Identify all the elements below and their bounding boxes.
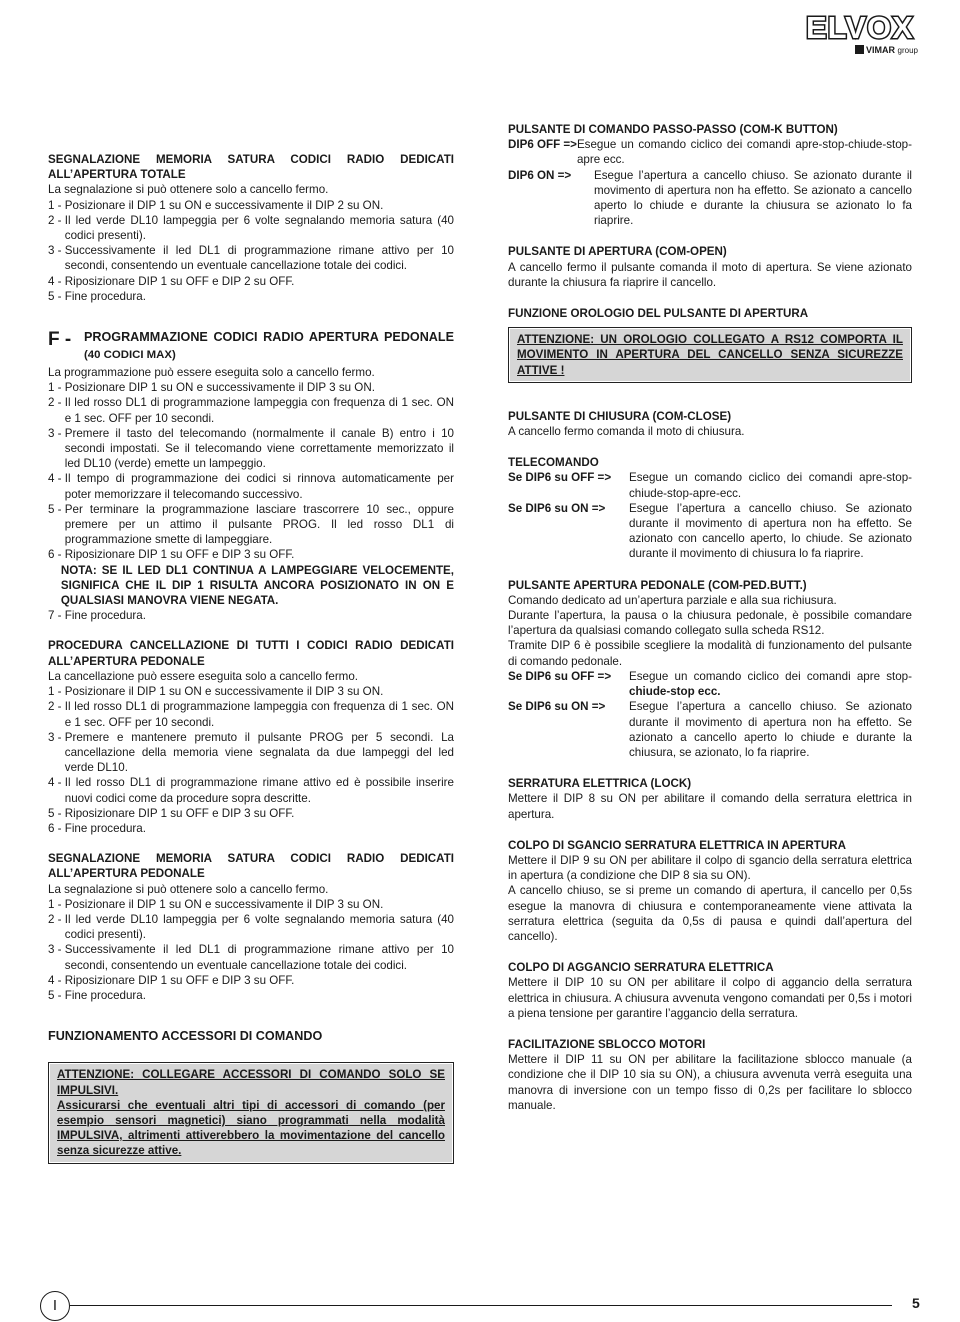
section-orologio <box>508 306 912 383</box>
section-text: Mettere il DIP 8 su ON per abilitare il comando della serratura elettrica in apertura. <box>508 792 912 821</box>
section-intro: La segnalazione si può ottenere solo a cancello fermo. <box>48 183 329 197</box>
step-list <box>48 897 454 1003</box>
section-passo-passo <box>508 122 912 228</box>
list-item: 2 - Il led rosso DL1 di programmazione lampeggia con frequenza di 1 sec. ON e 1 sec. OFF per 10 secondi. <box>48 396 454 425</box>
step-list <box>48 198 454 304</box>
list-item: 4 - Riposizionare DIP 1 su OFF e DIP 2 su OFF. <box>48 274 295 288</box>
section-title: PULSANTE DI COMANDO PASSO-PASSO (COM-K BUTTON) <box>508 123 838 136</box>
list-item: 7 - Fine procedura. <box>48 609 146 623</box>
section-text: Durante l’apertura, la pausa o la chiusura pedonale, è possibile comandare l’apertura da qualsiasi comando collegato sulla scheda RS12. <box>508 609 912 638</box>
section-title: COLPO DI SGANCIO SERRATURA ELETTRICA IN APERTURA <box>508 838 846 852</box>
section-title: SERRATURA ELETTRICA (LOCK) <box>508 777 692 791</box>
elvox-logo <box>806 12 918 56</box>
section-memoria-satura-pedonale <box>48 851 454 1003</box>
list-item: 1 - Posizionare il DIP 1 su ON e successivamente il DIP 3 su ON. <box>48 897 384 911</box>
section-title: FUNZIONAMENTO ACCESSORI DI COMANDO <box>48 1029 323 1044</box>
warning-text: ATTENZIONE: UN OROLOGIO COLLEGATO A RS12 COMPORTA IL MOVIMENTO IN APERTURA DEL CANCELLO SENZA SICUREZZE ATTIVE ! <box>510 329 910 381</box>
section-title: PROCEDURA CANCELLAZIONE DI TUTTI I CODICI RADIO DEDICATI ALL’APERTURA PEDONALE <box>48 639 454 668</box>
section-letter: F - <box>48 329 72 351</box>
language-badge: I <box>40 1291 70 1321</box>
list-item: 4 - Riposizionare DIP 1 su OFF e DIP 3 su OFF. <box>48 973 295 987</box>
section-text: Mettere il DIP 11 su ON per abilitare la facilitazione sblocco manuale (a condizione che il DIP 10 sia su ON), a chiusura avvenuta verrà eseguita una manovra di inversione con un tempo fisso di 0,2s per facilitare lo sblocco manuale. <box>508 1053 912 1112</box>
warning-text: ATTENZIONE: COLLEGARE ACCESSORI DI COMANDO SOLO SE IMPULSIVI. Assicurarsi che eventuali altri tipi di accessori di comando (per esempio sensori magnetici) siano programmati nella modalità IMPULSIVA, altrimenti attiverebbero la movimentazione del cancello senza sicurezze attive. <box>50 1064 452 1161</box>
dip-row: DIP6 OFF => Esegue un comando ciclico dei comandi apre-stop-chiude-stop-apre ecc. <box>508 138 912 167</box>
section-title: PULSANTE APERTURA PEDONALE (COM-PED.BUTT.) <box>508 578 807 592</box>
elvox-logo-text: ELVOX <box>806 10 914 45</box>
section-com-close <box>508 409 912 439</box>
page-number: 5 <box>912 1295 920 1311</box>
list-item: 4 - Il led rosso DL1 di programmazione rimane attivo ed è possibile inserire nuovi codici come da procedure sopra descritte. <box>48 776 454 805</box>
section-text: Mettere il DIP 10 su ON per abilitare il colpo di aggancio della serratura elettrica in chiusura. A chiusura avvenuta vengono comandati per 0,5s i motori a piena tensione per garantire l’aggancio della serratura. <box>508 976 912 1020</box>
vimar-square-icon <box>855 45 864 54</box>
section-text: Comando dedicato ad un’apertura parziale e alla sua richiusura. <box>508 593 837 607</box>
section-accessori-comando <box>48 1029 454 1163</box>
section-title: PULSANTE DI APERTURA (COM-OPEN) <box>508 245 727 259</box>
nota-item: NOTA: SE IL LED DL1 CONTINUA A LAMPEGGIARE VELOCEMENTE, SIGNIFICA CHE IL DIP 1 RISULTA ANCORA POSIZIONATO IN ON E QUALSIASI MANOVRA VIENE NEGATA. <box>60 563 454 608</box>
section-sblocco-motori <box>508 1037 912 1113</box>
dip-row: Se DIP6 su OFF => Esegue un comando ciclico dei comandi apre-stop-chiude-stop-apre-ecc. <box>508 471 912 500</box>
section-title: FUNZIONE OROLOGIO DEL PULSANTE DI APERTURA <box>508 307 809 321</box>
dip-row: Se DIP6 su ON => Esegue l’apertura a cancello chiuso. Se azionato durante il movimento di apertura non ha effetto. Se azionato a cancello aperto lo chiude e durante la chiusura, se azionato, lo fa riaprire. <box>508 700 912 759</box>
list-item: 1 - Posizionare DIP 1 su ON e successivamente il DIP 3 su ON. <box>48 381 375 395</box>
list-item: 3 - Successivamente il led DL1 di programmazione rimane attivo per 10 secondi, consentendo un eventuale cancellazione totale dei codici. <box>48 943 454 972</box>
section-title: PULSANTE DI CHIUSURA (COM-CLOSE) <box>508 409 732 423</box>
section-title: PROGRAMMAZIONE CODICI RADIO APERTURA PEDONALE (40 CODICI MAX) <box>84 330 454 362</box>
list-item: 6 - Fine procedura. <box>48 821 146 835</box>
list-item: 2 - Il led verde DL10 lampeggia per 6 volte segnalando memoria satura (40 codici presenti). <box>48 912 454 942</box>
dip-row: DIP6 ON => Esegue l’apertura a cancello chiuso. Se azionato durante il movimento di apertura non ha effetto. Se azionato a cancello aperto lo chiude e durante la chiusura se azionato lo fa riaprire. <box>508 168 912 228</box>
section-intro: La cancellazione può essere eseguita solo a cancello fermo. <box>48 669 359 683</box>
footer-divider <box>70 1305 892 1306</box>
dip-row: Se DIP6 su OFF => Esegue un comando ciclico dei comandi apre stop-chiude-stop ecc. <box>508 669 912 699</box>
section-intro: La segnalazione si può ottenere solo a cancello fermo. <box>48 882 329 896</box>
warning-box <box>508 327 912 383</box>
section-lock <box>508 776 912 822</box>
section-text: Mettere il DIP 9 su ON per abilitare il colpo di sgancio della serratura elettrica in apertura (a condizione che DIP 8 sia su ON). <box>508 853 912 883</box>
section-intro: La programmazione può essere eseguita solo a cancello fermo. <box>48 366 375 380</box>
section-f-programmazione-pedonale <box>48 329 454 623</box>
list-item: 2 - Il led verde DL10 lampeggia per 6 volte segnalando memoria satura (40 codici presenti). <box>48 213 454 243</box>
list-item: 5 - Fine procedura. <box>48 988 146 1002</box>
section-telecomando <box>508 455 912 561</box>
list-item: 4 - Il tempo di programmazione dei codici si rinnova automaticamente per poter memorizzare il telecomando successivo. <box>48 472 454 501</box>
list-item: 3 - Premere il tasto del telecomando (normalmente il canale B) entro i 10 secondi impostati. Se il telecomando viene correttamente memorizzato il led DL10 (verde) emette un lampeggio. <box>48 426 454 471</box>
list-item: 5 - Per terminare la programmazione lasciare trascorrere 10 sec., oppure premere per un attimo il pulsante PROG. Il led rosso DL1 di programmazione smette di lampeggiare. <box>48 502 454 547</box>
list-item: 3 - Successivamente il led DL1 di programmazione rimane attivo per 10 secondi, consentendo un eventuale cancellazione totale dei codici. <box>48 244 454 273</box>
section-title: SEGNALAZIONE MEMORIA SATURA CODICI RADIO DEDICATI ALL’APERTURA TOTALE <box>48 153 454 182</box>
section-colpo-sgancio <box>508 838 912 944</box>
section-com-open <box>508 244 912 290</box>
section-title: COLPO DI AGGANCIO SERRATURA ELETTRICA <box>508 961 774 975</box>
step-list <box>48 684 454 836</box>
section-title: SEGNALAZIONE MEMORIA SATURA CODICI RADIO DEDICATI ALL’APERTURA PEDONALE <box>48 852 454 881</box>
list-item: 1 - Posizionare il DIP 1 su ON e successivamente il DIP 2 su ON. <box>48 198 384 212</box>
list-item: 1 - Posizionare il DIP 1 su ON e successivamente il DIP 3 su ON. <box>48 685 384 699</box>
section-cancellazione-pedonale <box>48 638 454 836</box>
section-memoria-satura-totale <box>48 152 454 304</box>
left-column <box>48 152 454 1164</box>
step-list <box>48 380 454 623</box>
section-text: Tramite DIP 6 è possibile scegliere la modalità di funzionamento del pulsante di comando pedonale. <box>508 639 912 668</box>
list-item: 2 - Il led rosso DL1 di programmazione lampeggia con frequenza di 1 sec. ON e 1 sec. OFF per 10 secondi. <box>48 700 454 729</box>
dip-row: Se DIP6 su ON => Esegue l’apertura a cancello chiuso. Se azionato durante il movimento di apertura non ha effetto. Se azionato con cancello aperto, lo chiude. Se azionato durante il movimento di chiusura lo fa riaprire. <box>508 501 912 561</box>
vimar-group-label: VIMAR group <box>855 45 918 56</box>
warning-box <box>48 1062 454 1163</box>
list-item: 5 - Fine procedura. <box>48 289 146 303</box>
list-item: 6 - Riposizionare DIP 1 su OFF e DIP 3 su OFF. <box>48 548 295 562</box>
section-text: A cancello fermo comanda il moto di chiusura. <box>508 425 745 439</box>
section-text: A cancello chiuso, se si preme un comando di apertura, il cancello per 0,5s esegue la manovra di chiusura e contemporaneamente viene attivata la serratura elettrica (seguita da 0,5s di pausa e quindi dall’apertura del cancello). <box>508 884 912 943</box>
right-column <box>508 122 912 1113</box>
section-colpo-aggancio <box>508 960 912 1021</box>
section-title: FACILITAZIONE SBLOCCO MOTORI <box>508 1037 706 1051</box>
section-pedonale <box>508 578 912 760</box>
section-f-heading <box>48 329 454 364</box>
section-text: A cancello fermo il pulsante comanda il moto di apertura. Se viene azionato durante la chiusura fa riaprire il cancello. <box>508 260 912 289</box>
section-title: TELECOMANDO <box>508 456 599 470</box>
list-item: 5 - Riposizionare DIP 1 su OFF e DIP 3 su OFF. <box>48 806 295 820</box>
list-item: 3 - Premere e mantenere premuto il pulsante PROG per 5 secondi. La cancellazione della memoria viene segnalata da due lampeggi del led verde DL10. <box>48 730 454 775</box>
